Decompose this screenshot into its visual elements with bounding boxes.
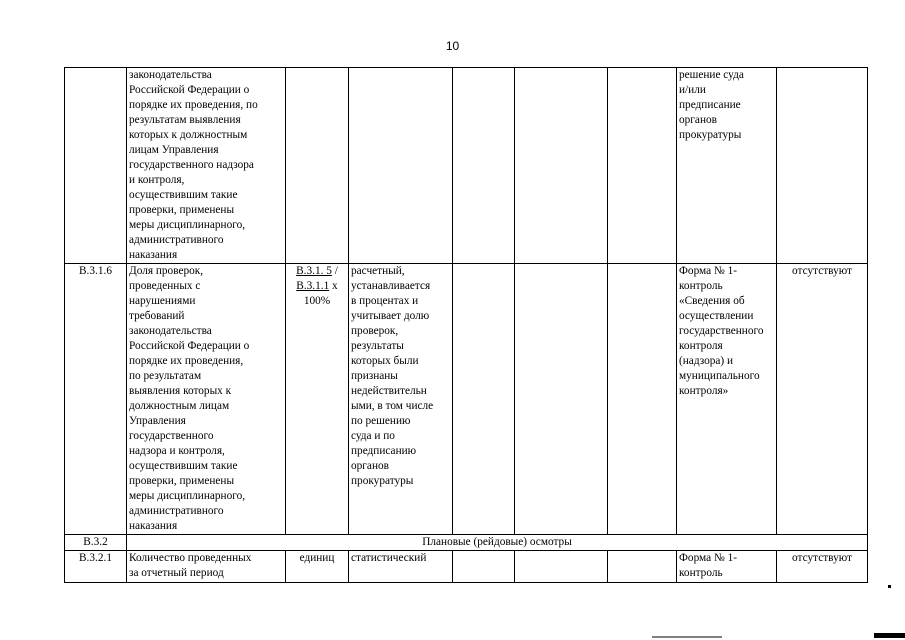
indicators-table (64, 67, 868, 583)
empty-cell (608, 264, 677, 535)
source-cell: решение суда и/или предписание органов прокуратуры (677, 68, 777, 264)
formula-part1: В.3.1. 5 (296, 265, 332, 277)
unit-cell: единиц (286, 551, 349, 583)
empty-cell (608, 68, 677, 264)
note-cell: отсутствуют (777, 551, 868, 583)
note-cell: отсутствуют (777, 264, 868, 535)
empty-cell (453, 264, 515, 535)
method-cell: статистический (349, 551, 453, 583)
scan-dot (888, 585, 891, 588)
code-cell: В.3.2 (65, 535, 127, 551)
page-number: 10 (445, 39, 460, 53)
method-cell: расчетный, устанавливается в процентах и учитывает долю проверок, результаты которых были признаны недействительн ыми, в том числе по решению суда и по предписанию органов прокуратуры (349, 264, 453, 535)
code-cell: В.3.1.6 (65, 264, 127, 535)
description-cell: Количество проведенных за отчетный период (127, 551, 286, 583)
empty-cell (608, 551, 677, 583)
formula-mult: х (329, 280, 338, 292)
empty-cell (515, 551, 608, 583)
method-cell (349, 68, 453, 264)
source-cell: Форма № 1- контроль «Сведения об осуществлении государственного контроля (надзора) и муниципального контроля» (677, 264, 777, 535)
empty-cell (515, 68, 608, 264)
formula-tail: 100% (303, 295, 331, 307)
unit-cell (286, 68, 349, 264)
empty-cell (453, 68, 515, 264)
description-cell: Доля проверок, проведенных с нарушениями требований законодательства Российской Федерации о порядке их проведения, по результатам выявления которых к должностным лицам Управления государственного надзора и контроля, осуществившим такие проверки, применены меры дисциплинарного, административного наказания (127, 264, 286, 535)
scan-mark-bottom (652, 636, 722, 638)
section-row (65, 535, 868, 551)
table-row (65, 551, 868, 583)
empty-cell (453, 551, 515, 583)
note-cell (777, 68, 868, 264)
code-cell (65, 68, 127, 264)
formula-cell (286, 264, 349, 535)
formula-part2: В.3.1.1 (296, 280, 330, 292)
table-row (65, 68, 868, 264)
section-title: Плановые (рейдовые) осмотры (127, 535, 868, 551)
scan-mark-bottom-right (874, 633, 905, 638)
description-cell: законодательства Российской Федерации о порядке их проведения, по результатам выявления которых к должностным лицам Управления государственного надзора и контроля, осуществившим такие проверки, применены меры дисциплинарного, административного наказания (127, 68, 286, 264)
empty-cell (515, 264, 608, 535)
table-row (65, 264, 868, 535)
formula-sep: / (331, 265, 338, 277)
code-cell: В.3.2.1 (65, 551, 127, 583)
source-cell: Форма № 1- контроль (677, 551, 777, 583)
